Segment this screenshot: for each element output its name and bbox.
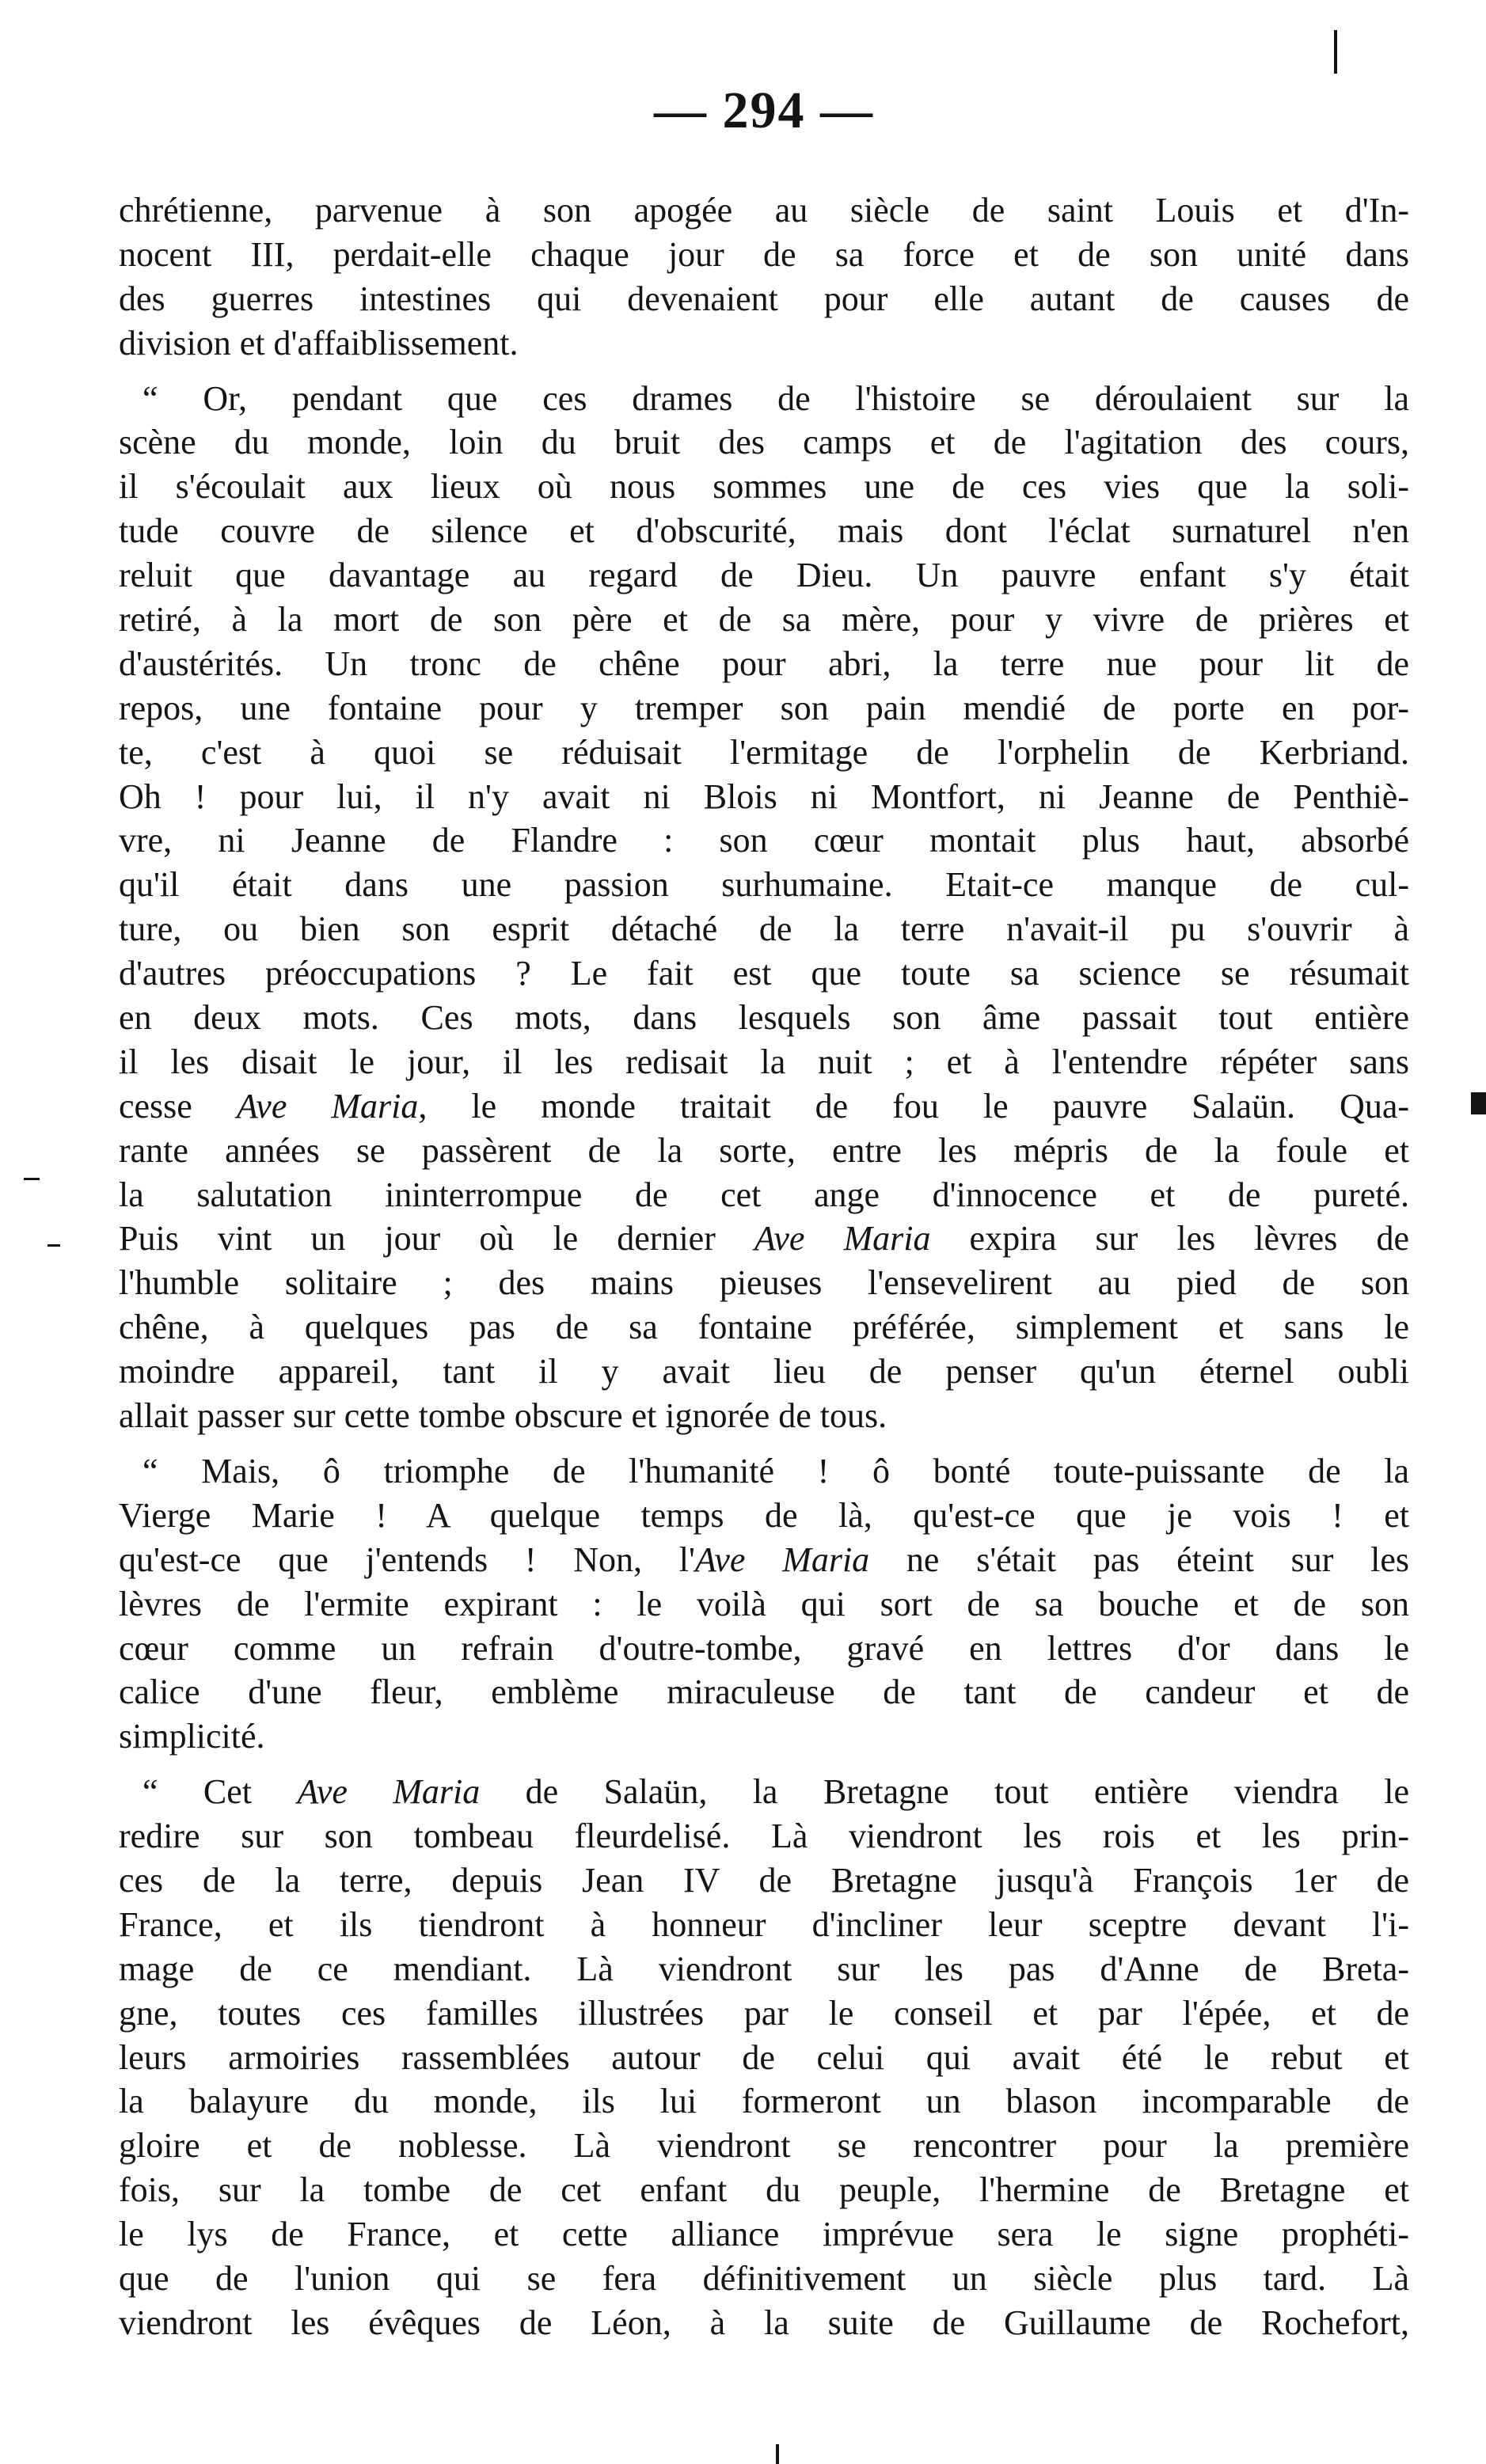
text-line xyxy=(119,1903,1409,1947)
text-segment: nocent III, perdait-elle chaque jour de sa force et de son unité dans xyxy=(119,234,1409,274)
text-line xyxy=(119,1814,1409,1858)
text-segment: retiré, à la mort de son père et de sa mère, pour y vivre de prières et xyxy=(119,600,1409,640)
italic-phrase: Ave Maria xyxy=(297,1772,481,1812)
text-segment: rante années se passèrent de la sorte, entre les mépris de la foule et xyxy=(119,1130,1409,1170)
text-line xyxy=(119,2036,1409,2080)
text-segment: redire sur son tombeau fleurdelisé. Là viendront les rois et les prin- xyxy=(119,1817,1409,1856)
text-line xyxy=(119,1040,1409,1084)
text-segment: en deux mots. Ces mots, dans lesquels son âme passait tout entière xyxy=(119,998,1409,1038)
text-line xyxy=(119,465,1409,509)
text-segment: “ Mais, ô triomphe de l'humanité ! ô bonté toute-puissante de la xyxy=(143,1451,1409,1490)
text-line xyxy=(119,1084,1409,1129)
text-segment: des guerres intestines qui devenaient pour elle autant de causes de xyxy=(119,279,1409,318)
text-line xyxy=(119,1173,1409,1217)
text-segment: chêne, à quelques pas de sa fontaine préférée, simplement et sans le xyxy=(119,1308,1409,1347)
text-segment: te, c'est à quoi se réduisait l'ermitage de l'orphelin de Kerbriand. xyxy=(119,732,1409,772)
text-segment: allait passer sur cette tombe obscure et ignorée de tous. xyxy=(119,1396,887,1436)
text-segment: calice d'une fleur, emblème miraculeuse de tant de candeur et de xyxy=(119,1672,1409,1712)
italic-phrase: Ave Maria xyxy=(754,1219,931,1259)
scan-mark xyxy=(24,1178,40,1180)
text-segment: ture, ou bien son esprit détaché de la terre n'avait-il pu s'ouvrir à xyxy=(119,909,1409,949)
text-line xyxy=(119,509,1409,553)
text-line xyxy=(119,1582,1409,1627)
text-line xyxy=(119,598,1409,642)
text-segment: Oh ! pour lui, il n'y avait ni Blois ni Montfort, ni Jeanne de Penthiè- xyxy=(119,776,1409,816)
text-line xyxy=(119,377,1409,421)
scan-mark xyxy=(48,1244,60,1247)
text-segment: “ Cet xyxy=(143,1772,298,1812)
text-line xyxy=(119,1394,1409,1438)
text-segment: ces de la terre, depuis Jean IV de Bretagne jusqu'à François 1er de xyxy=(119,1860,1409,1900)
page-number: — 294 — xyxy=(654,82,874,139)
text-line xyxy=(119,686,1409,731)
text-segment: la balayure du monde, ils lui formeront un blason incomparable de xyxy=(119,2082,1409,2121)
text-segment: moindre appareil, tant il y avait lieu de penser qu'un éternel oubli xyxy=(119,1352,1409,1391)
text-line xyxy=(119,1494,1409,1538)
text-line xyxy=(119,553,1409,598)
text-segment: qu'il était dans une passion surhumaine. Etait-ce manque de cul- xyxy=(119,865,1409,905)
text-line xyxy=(119,1261,1409,1305)
text-line xyxy=(119,642,1409,686)
text-segment: mage de ce mendiant. Là viendront sur les pas d'Anne de Breta- xyxy=(119,1949,1409,1988)
text-segment: l'humble solitaire ; des mains pieuses l'ensevelirent au pied de son xyxy=(119,1263,1409,1303)
text-line xyxy=(119,1129,1409,1173)
text-line xyxy=(119,2212,1409,2257)
text-line xyxy=(119,1305,1409,1350)
text-line xyxy=(119,1217,1409,1261)
text-line xyxy=(119,1991,1409,2036)
text-line xyxy=(119,951,1409,996)
text-segment: reluit que davantage au regard de Dieu. Un pauvre enfant s'y était xyxy=(119,556,1409,595)
text-line xyxy=(119,1670,1409,1714)
text-line xyxy=(119,1350,1409,1394)
text-line xyxy=(119,775,1409,819)
text-segment: , le monde traitait de fou le pauvre Salaün. Qua- xyxy=(418,1086,1410,1126)
text-line xyxy=(119,1770,1409,1814)
text-line xyxy=(119,818,1409,863)
text-segment: d'autres préoccupations ? Le fait est que toute sa science se résumait xyxy=(119,954,1409,993)
text-segment: lèvres de l'ermite expirant : le voilà qui sort de sa bouche et de son xyxy=(119,1584,1409,1623)
text-segment: il s'écoulait aux lieux où nous sommes une de ces vies que la soli- xyxy=(119,467,1409,507)
text-line xyxy=(119,863,1409,907)
text-segment: cesse xyxy=(119,1086,237,1126)
text-segment: leurs armoiries rassemblées autour de celui qui avait été le rebut et xyxy=(119,2037,1409,2077)
text-segment: le lys de France, et cette alliance imprévue sera le signe prophéti- xyxy=(119,2215,1409,2254)
text-segment: scène du monde, loin du bruit des camps et de l'agitation des cours, xyxy=(119,423,1409,462)
text-segment: viendront les évêques de Léon, à la suite de Guillaume de Rochefort, xyxy=(119,2303,1409,2342)
text-segment: repos, une fontaine pour y tremper son pain mendié de porte en por- xyxy=(119,688,1409,727)
italic-phrase: Ave Maria xyxy=(236,1086,419,1126)
text-line xyxy=(119,188,1409,233)
text-line xyxy=(119,996,1409,1040)
text-segment: vre, ni Jeanne de Flandre : son cœur montait plus haut, absorbé xyxy=(119,821,1409,860)
text-line xyxy=(119,1858,1409,1903)
text-line xyxy=(119,1538,1409,1582)
text-segment: Vierge Marie ! A quelque temps de là, qu'est-ce que je vois ! et xyxy=(119,1495,1409,1535)
text-segment: d'austérités. Un tronc de chêne pour abri, la terre nue pour lit de xyxy=(119,644,1409,683)
text-segment: qu'est-ce que j'entends ! Non, l' xyxy=(119,1540,695,1579)
text-segment: simplicité. xyxy=(119,1717,265,1756)
text-line xyxy=(119,2168,1409,2212)
text-line xyxy=(119,907,1409,951)
text-segment: France, et ils tiendront à honneur d'incliner leur sceptre devant l'i- xyxy=(119,1904,1409,1944)
text-segment: expira sur les lèvres de xyxy=(930,1219,1409,1259)
text-segment: ne s'était pas éteint sur les xyxy=(869,1540,1410,1579)
text-segment: chrétienne, parvenue à son apogée au siècle de saint Louis et d'In- xyxy=(119,191,1409,230)
text-line xyxy=(119,321,1409,366)
text-segment: que de l'union qui se fera définitivement un siècle plus tard. Là xyxy=(119,2258,1409,2298)
text-segment: Puis vint un jour où le dernier xyxy=(119,1219,754,1259)
italic-phrase: Ave Maria xyxy=(694,1540,870,1579)
text-segment: de Salaün, la Bretagne tout entière viendra le xyxy=(480,1772,1409,1812)
scan-mark xyxy=(776,2444,779,2464)
scan-mark xyxy=(1471,1092,1486,1114)
text-segment: cœur comme un refrain d'outre-tombe, gravé en lettres d'or dans le xyxy=(119,1628,1409,1668)
text-line xyxy=(119,2124,1409,2168)
body-text xyxy=(119,188,1409,2345)
text-line xyxy=(119,731,1409,775)
text-line xyxy=(119,2257,1409,2301)
text-segment: la salutation ininterrompue de cet ange d'innocence et de pureté. xyxy=(119,1175,1409,1214)
book-page xyxy=(119,0,1409,2464)
text-segment: il les disait le jour, il les redisait la nuit ; et à l'entendre répéter sans xyxy=(119,1042,1409,1081)
text-line xyxy=(119,233,1409,277)
text-segment: gne, toutes ces familles illustrées par le conseil et par l'épée, et de xyxy=(119,1993,1409,2033)
text-line xyxy=(119,1449,1409,1494)
text-line xyxy=(119,1714,1409,1759)
text-line xyxy=(119,2079,1409,2124)
text-segment: fois, sur la tombe de cet enfant du peuple, l'hermine de Bretagne et xyxy=(119,2170,1409,2210)
text-segment: “ Or, pendant que ces drames de l'histoire se déroulaient sur la xyxy=(143,378,1409,418)
text-segment: tude couvre de silence et d'obscurité, mais dont l'éclat surnaturel n'en xyxy=(119,511,1409,551)
text-line xyxy=(119,277,1409,321)
text-line xyxy=(119,1627,1409,1671)
scan-mark xyxy=(1334,30,1337,74)
text-segment: gloire et de noblesse. Là viendront se rencontrer pour la première xyxy=(119,2126,1409,2166)
text-segment: division et d'affaiblissement. xyxy=(119,323,519,363)
text-line xyxy=(119,420,1409,465)
text-line xyxy=(119,1947,1409,1991)
text-line xyxy=(119,2301,1409,2345)
